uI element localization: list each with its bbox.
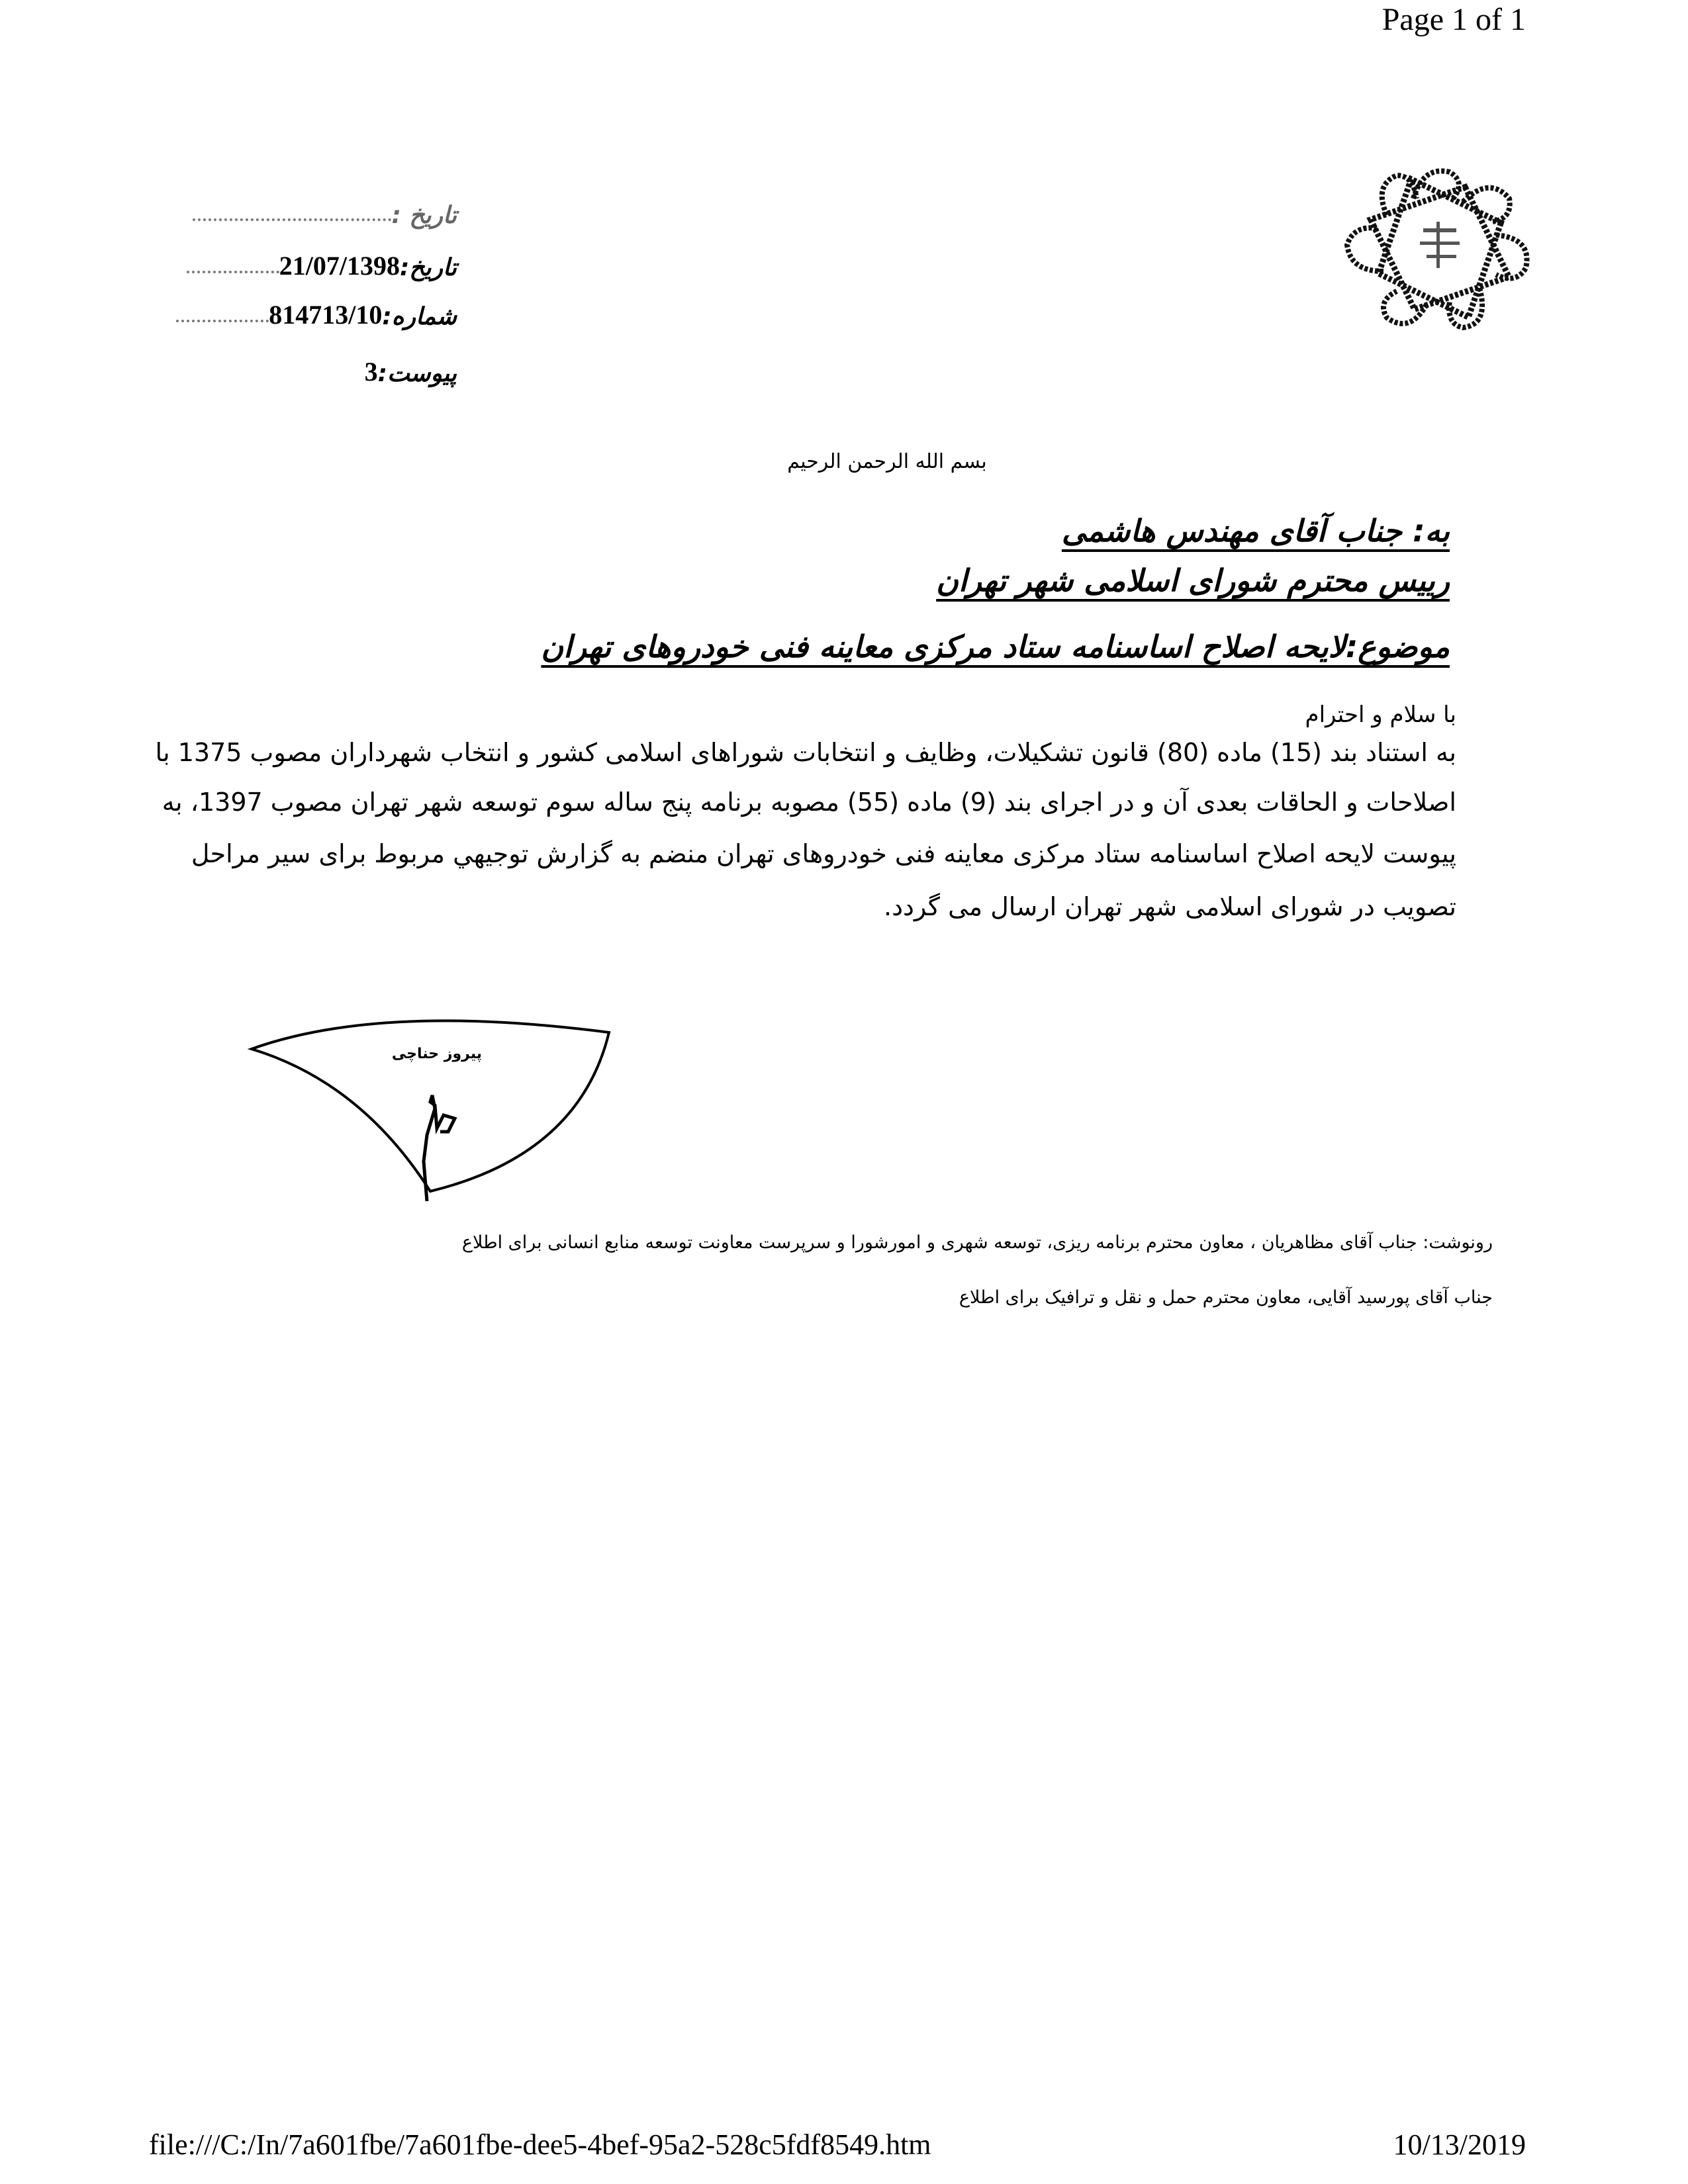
cc-line: جناب آقای پورسید آقایی، معاون محترم حمل و نقل و ترافیک برای اطلاع [959,1287,1493,1308]
body-line: پیوست لایحه اصلاح اساسنامه ستاد مرکزی معاینه فنی خودروهای تهران منضم به گزارش توجیهي مربوط برای سیر مراحل [191,839,1456,868]
cc-line: رونوشت: جناب آقای مظاهریان ، معاون محترم برنامه ریزی، توسعه شهری و امورشورا و سرپرست معاونت توسعه منابع انسانی برای اطلاع [461,1232,1493,1253]
print-date: 10/13/2019 [1393,2128,1526,2161]
date-value: 21/07/1398 [279,251,400,281]
number-row [176,299,457,330]
tehran-municipality-logo [1344,162,1536,334]
subject-line: موضوع:لایحه اصلاح اساسنامه ستاد مرکزی معاینه فنی خودروهای تهران [541,629,1450,664]
attachment-label: پیوست: [377,360,457,387]
number-dotted-line [176,320,269,322]
date-label: تاریخ: [399,254,457,281]
recipient-line-2: رییس محترم شورای اسلامی شهر تهران [936,563,1450,598]
body-line: تصویب در شورای اسلامی شهر تهران ارسال می گردد. [884,892,1456,921]
date-blank-label: تاریخ : [391,202,457,229]
signature-stamp [242,1003,612,1201]
number-label: شماره: [382,303,457,330]
attachment-value: 3 [364,357,378,387]
logo-calligraphy [1420,222,1460,268]
recipient-line-1: به: جناب آقای مهندس هاشمی [1061,513,1450,549]
body-line: به استناد بند (15) ماده (80) قانون تشکیلات، وظایف و انتخابات شوراهای اسلامی کشور و انتخاب شهرداران مصوب 1375 با [155,738,1456,767]
date-row [187,250,457,281]
number-value: 814713/10 [269,300,383,330]
attachment-row [365,356,457,387]
date-blank-dotted-line [193,218,391,221]
page-indicator: Page 1 of 1 [1382,2,1526,37]
invocation: بسم الله الرحمن الرحیم [787,450,987,473]
body-line: اصلاحات و الحاقات بعدی آن و در اجرای بند (9) ماده (55) مصوبه برنامه پنج ساله سوم توسعه شهر تهران مصوب 1397، به [162,788,1456,817]
date-blank-row [193,202,457,229]
salutation: با سلام و احترام [1305,702,1456,728]
signatory-name: پیروز حناچی [391,1046,483,1062]
date-dotted-line [187,271,279,273]
file-path: file:///C:/In/7a601fbe/7a601fbe-dee5-4bef-95a2-528c5fdf8549.htm [149,2128,931,2161]
